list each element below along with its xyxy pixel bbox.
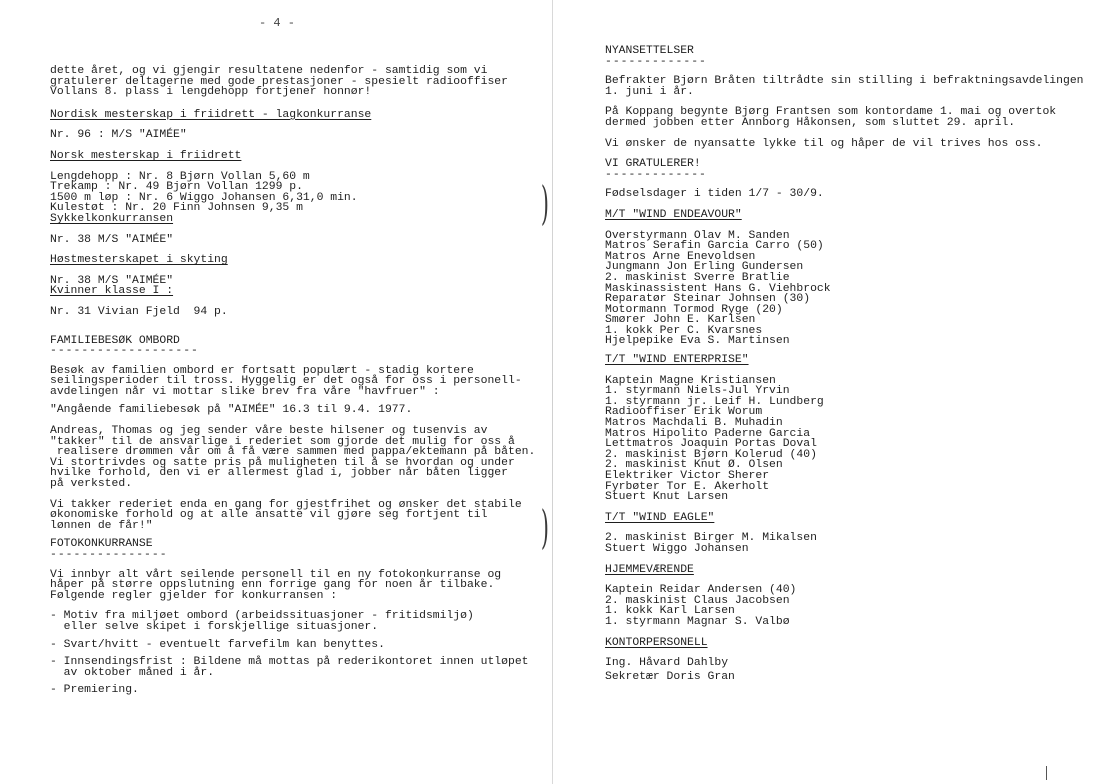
right-page bbox=[605, 46, 1083, 682]
intro-paragraph bbox=[50, 66, 528, 98]
list-item: Lettmatros Joaquin Portas Doval bbox=[605, 438, 817, 451]
birthday-period: Fødselsdager i tiden 1/7 - 30/9. bbox=[605, 188, 824, 201]
page-fold bbox=[552, 0, 553, 784]
section-heading: Nordisk mesterskap i friidrett - lagkonkurranse bbox=[50, 108, 372, 121]
section-heading: VI GRATULERER! bbox=[605, 158, 701, 171]
kontor-list bbox=[605, 658, 1083, 682]
ship-heading: M/T "WIND ENDEAVOUR" bbox=[605, 208, 742, 221]
text-line: på verksted. bbox=[50, 478, 133, 491]
list-item: 2. maskinist Birger M. Mikalsen bbox=[605, 532, 817, 545]
nyans-paragraph-3: Vi ønsker de nyansatte lykke til og håper de vil trives hos oss. bbox=[605, 137, 1043, 150]
list-item: 2. maskinist Bjørn Kolerud (40) bbox=[605, 448, 817, 461]
text-line: Andreas, Thomas og jeg sender våre beste hilsener og tusenvis av bbox=[50, 425, 488, 438]
text-line: Vi stortrivdes og satte pris på muligheten til å se hvordan og under bbox=[50, 456, 515, 469]
list-item: 2. maskinist Knut Ø. Olsen bbox=[605, 459, 783, 472]
list-item bbox=[50, 657, 528, 678]
text-line: dette året, og vi gjengir resultatene nedenfor - samtidig som vi bbox=[50, 65, 488, 77]
list-item: Matros Serafin Garcia Carro (50) bbox=[605, 240, 824, 253]
list-item: Stuert Knut Larsen bbox=[605, 491, 729, 504]
list-item: Radiooffiser Erik Worum bbox=[605, 406, 763, 419]
text-line: Vi takker rederiet enda en gang for gjestfrihet og ønsker det stabile bbox=[50, 498, 522, 511]
list-item: Sekretær Doris Gran bbox=[605, 670, 735, 683]
list-item: Motormann Tormod Ryge (20) bbox=[605, 303, 783, 316]
list-item bbox=[50, 685, 528, 696]
letter-heading: "Angående familiebesøk på "AIMÉE" 16.3 til 9.4. 1977. bbox=[50, 404, 413, 417]
text-line: håper på større oppslutning enn forrige gang for noen år tilbake. bbox=[50, 579, 495, 592]
list-item: Reparatør Steinar Johnsen (30) bbox=[605, 293, 811, 306]
heading-underline-dashes: ------------- bbox=[605, 55, 707, 68]
section-heading: KONTORPERSONELL bbox=[605, 636, 708, 649]
list-item: 1. kokk Per C. Kvarsnes bbox=[605, 324, 763, 337]
section-heading: FAMILIEBESØK OMBORD bbox=[50, 334, 180, 347]
page-number: - 4 - bbox=[259, 16, 296, 30]
text-line: av oktober måned i år. bbox=[50, 666, 215, 679]
thanks-paragraph bbox=[50, 500, 528, 532]
text-line: Besøk av familien ombord er fortsatt populært - stadig kortere bbox=[50, 364, 474, 377]
list-item: 1. styrmann Magnar S. Valbø bbox=[605, 615, 790, 628]
text-line: realisere drømmen vår om å få være sammen med pappa/ektemann på båten. bbox=[50, 446, 536, 459]
text-line: Følgende regler gjelder for konkurransen : bbox=[50, 589, 338, 602]
list-item: Matros Machdali B. Muhadin bbox=[605, 417, 783, 430]
section-heading: HJEMMEVÆRENDE bbox=[605, 563, 694, 576]
list-item: Matros Arne Enevoldsen bbox=[605, 250, 756, 263]
crew-list-enterprise bbox=[605, 376, 1083, 503]
result-line: Nr. 31 Vivian Fjeld 94 p. bbox=[50, 305, 228, 318]
margin-bracket-mark: ) bbox=[540, 500, 550, 554]
list-item: 1. kokk Karl Larsen bbox=[605, 605, 735, 618]
section-heading: Høstmesterskapet i skyting bbox=[50, 254, 228, 267]
text-line: På Koppang begynte Bjørg Frantsen som kontordame 1. mai og overtok bbox=[605, 106, 1057, 119]
result-line: Nr. 38 M/S "AIMÉE" bbox=[50, 233, 174, 246]
text-line: seilingsperioder til tross. Hyggelig er det også for oss i personell- bbox=[50, 375, 522, 388]
margin-tick-mark bbox=[1046, 766, 1047, 780]
text-line: - Motiv fra miljøet ombord (arbeidssituasjoner - fritidsmiljø) bbox=[50, 610, 474, 623]
result-line: Trekamp : Nr. 49 Bjørn Vollan 1299 p. bbox=[50, 181, 303, 194]
crew-list-eagle bbox=[605, 533, 1083, 554]
text-line: "takker" til de ansvarlige i rederiet som gjorde det mulig for oss å bbox=[50, 435, 515, 448]
list-item: Elektriker Victor Sherer bbox=[605, 470, 770, 482]
text-line: 1. juni i år. bbox=[605, 85, 694, 98]
list-item: Overstyrmann Olav M. Sanden bbox=[605, 229, 790, 242]
result-line: Kulestøt : Nr. 20 Finn Johnsen 9,35 m bbox=[50, 202, 303, 215]
heading-underline-dashes: --------------- bbox=[50, 549, 168, 561]
list-item bbox=[50, 611, 528, 632]
list-item bbox=[50, 640, 528, 651]
text-line: - Premiering. bbox=[50, 684, 139, 697]
text-line: lønnen de får!" bbox=[50, 519, 153, 532]
list-item: Smører John E. Karlsen bbox=[605, 314, 756, 327]
section-heading: Norsk mesterskap i friidrett bbox=[50, 149, 242, 162]
margin-bracket-mark: ) bbox=[540, 176, 550, 230]
section-heading: NYANSETTELSER bbox=[605, 45, 694, 57]
result-line: 1500 m løp : Nr. 6 Wiggo Johansen 6,31,0 min. bbox=[50, 191, 358, 204]
heading-underline-dashes: ------------- bbox=[605, 168, 707, 181]
list-item: Maskinassistent Hans G. Viehbrock bbox=[605, 282, 831, 295]
list-item: Hjelpepike Eva S. Martinsen bbox=[605, 335, 790, 348]
list-item: Jungmann Jon Erling Gundersen bbox=[605, 261, 804, 274]
heading-underline-dashes: ------------------- bbox=[50, 345, 199, 358]
text-line: Vi innbyr alt vårt seilende personell til en ny fotokonkurranse og bbox=[50, 568, 502, 581]
list-item: Ing. Håvard Dahlby bbox=[605, 657, 729, 670]
result-line: Lengdehopp : Nr. 8 Bjørn Vollan 5,60 m bbox=[50, 170, 310, 183]
text-line: gratulerer deltagerne med gode prestasjoner - spesielt radiooffiser bbox=[50, 75, 508, 88]
crew-list-endeavour bbox=[605, 231, 1083, 348]
ship-heading: T/T "WIND ENTERPRISE" bbox=[605, 354, 749, 367]
text-line: dermed jobben etter Annborg Håkonsen, som sluttet 29. april. bbox=[605, 116, 1016, 129]
text-line: - Svart/hvitt - eventuelt farvefilm kan benyttes. bbox=[50, 638, 385, 651]
list-item: 1. styrmann jr. Leif H. Lundberg bbox=[605, 395, 824, 408]
rules-list bbox=[50, 611, 528, 696]
list-item: Kaptein Magne Kristiansen bbox=[605, 374, 776, 387]
text-line: eller selve skipet i forskjellige situasjoner. bbox=[50, 620, 379, 633]
nyans-paragraph-2 bbox=[605, 107, 1083, 128]
text-line: økonomiske forhold og at alle ansatte vil gjøre seg fortjent til bbox=[50, 509, 488, 522]
hjemme-list bbox=[605, 585, 1083, 627]
left-page bbox=[50, 65, 536, 697]
text-line: Befrakter Bjørn Bråten tiltrådte sin stilling i befraktningsavdelingen bbox=[605, 75, 1084, 88]
letter-paragraph bbox=[50, 425, 536, 491]
result-line: Nr. 96 : M/S "AIMÉE" bbox=[50, 129, 187, 142]
list-item: 1. styrmann Niels-Jul Yrvin bbox=[605, 385, 790, 398]
list-item: 2. maskinist Sverre Bratlie bbox=[605, 271, 790, 284]
text-line: - Innsendingsfrist : Bildene må mottas på rederikontoret innen utløpet bbox=[50, 656, 529, 669]
section-heading: Sykkelkonkurransen bbox=[50, 212, 174, 225]
foto-paragraph bbox=[50, 570, 528, 602]
list-item: Kaptein Reidar Andersen (40) bbox=[605, 584, 797, 597]
nyans-paragraph-1 bbox=[605, 76, 1083, 97]
list-item: Stuert Wiggo Johansen bbox=[605, 542, 749, 555]
section-heading: FOTOKONKURRANSE bbox=[50, 538, 153, 551]
text-line: hvilke forhold, den vi er allermest glad i, jobber når båten ligger bbox=[50, 467, 508, 480]
ship-heading: T/T "WIND EAGLE" bbox=[605, 511, 715, 524]
text-line: Vollans 8. plass i lengdehopp fortjener honnør! bbox=[50, 86, 372, 99]
text-line: avdelingen når vi mottar slike brev fra våre "havfruer" : bbox=[50, 385, 440, 398]
list-item: Fyrbøter Tor E. Akerholt bbox=[605, 480, 770, 493]
result-line: Nr. 38 M/S "AIMÉE" bbox=[50, 274, 174, 287]
list-item: Matros Hipolito Paderne Garcia bbox=[605, 427, 811, 440]
list-item: 2. maskinist Claus Jacobsen bbox=[605, 594, 790, 607]
familie-paragraph bbox=[50, 366, 528, 398]
section-heading: Kvinner klasse I : bbox=[50, 285, 174, 298]
